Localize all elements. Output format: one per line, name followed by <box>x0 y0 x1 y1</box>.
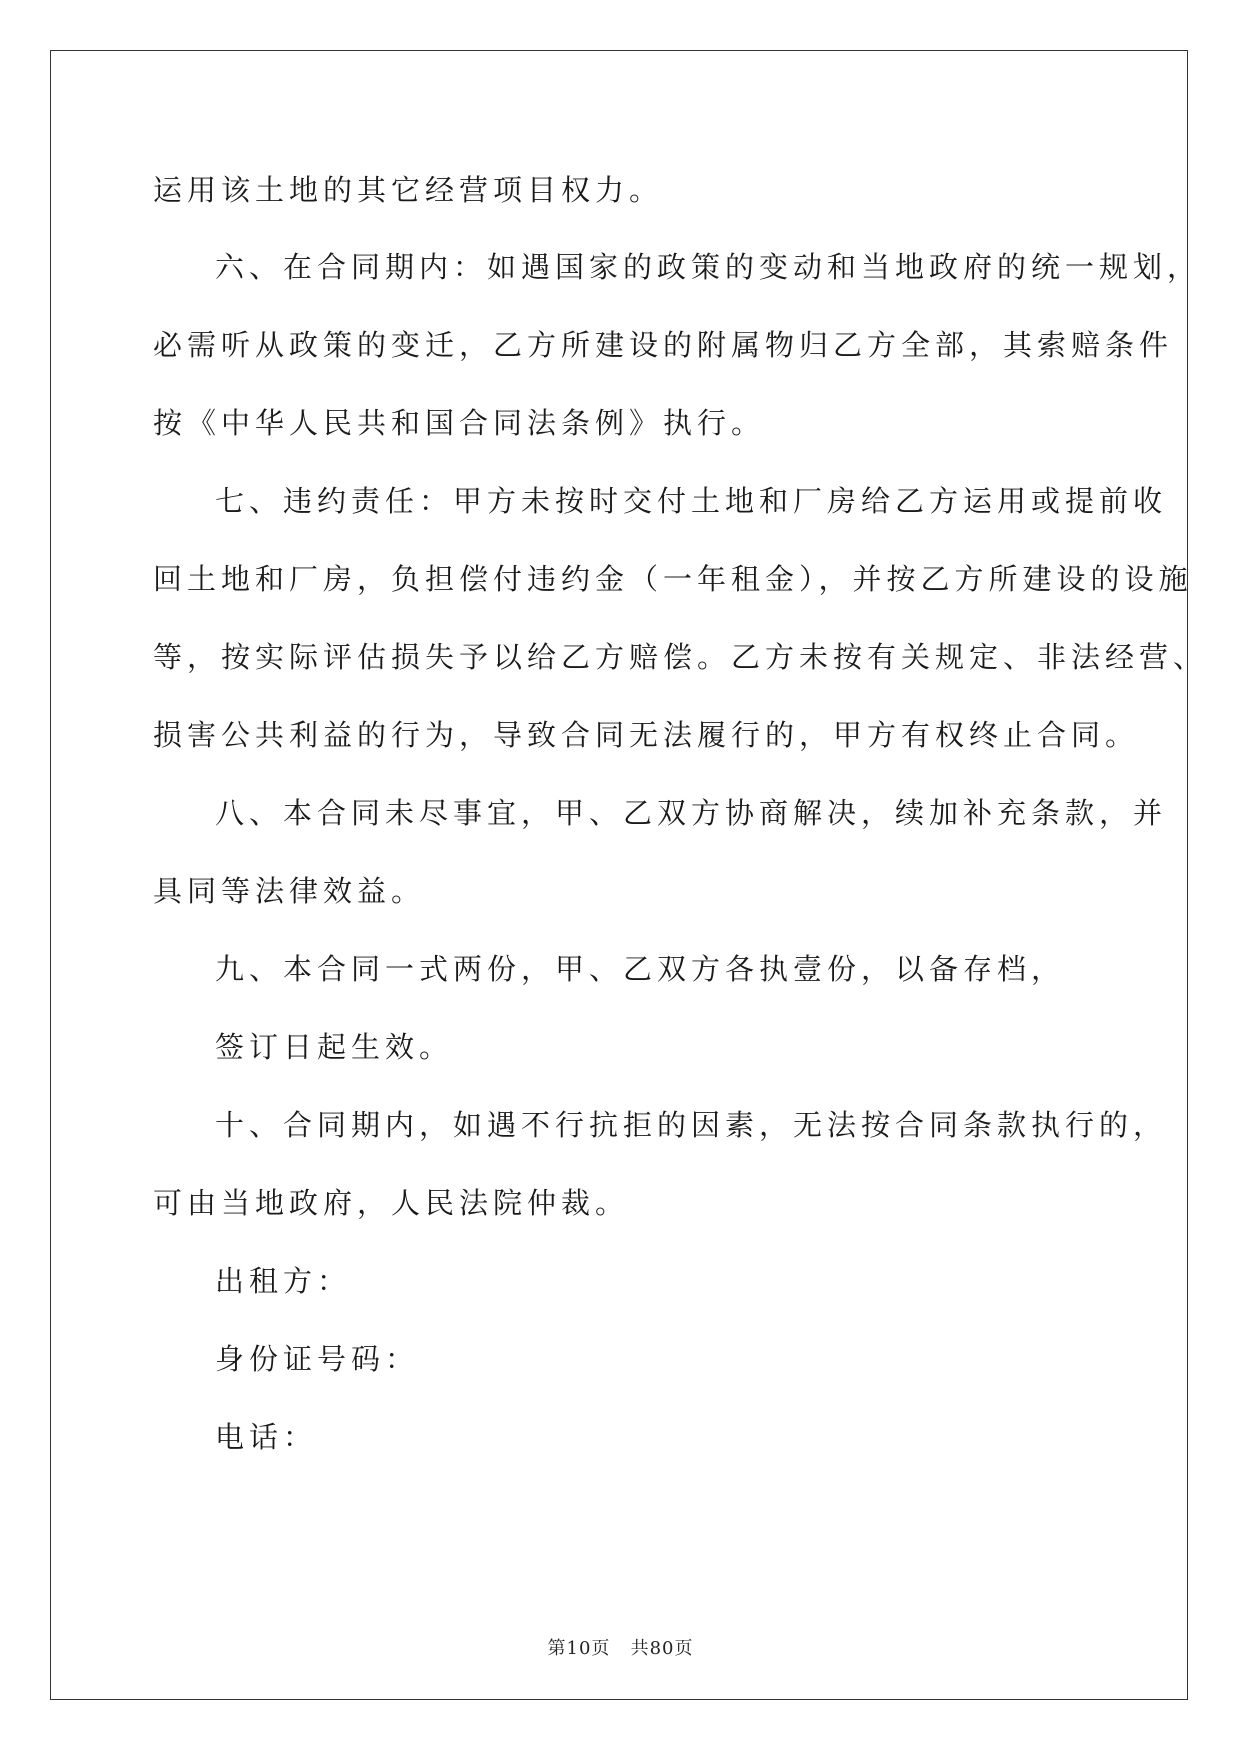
text-line: 可由当地政府，人民法院仲裁。 <box>153 1186 630 1220</box>
text-line: 损害公共利益的行为，导致合同无法履行的，甲方有权终止合同。 <box>153 718 1140 752</box>
text-line: 八、本合同未尽事宜，甲、乙双方协商解决，续加补充条款，并 <box>215 796 1168 830</box>
text-line: 等，按实际评估损失予以给乙方赔偿。乙方未按有关规定、非法经营、 <box>153 640 1208 674</box>
text-line: 十、合同期内，如遇不行抗拒的因素，无法按合同条款执行的， <box>215 1108 1168 1142</box>
text-line: 必需听从政策的变迁，乙方所建设的附属物归乙方全部，其索赔条件 <box>153 328 1174 362</box>
text-line: 签订日起生效。 <box>215 1030 454 1064</box>
text-line: 按《中华人民共和国合同法条例》执行。 <box>153 406 766 440</box>
lessor-label: 出租方： <box>215 1264 352 1298</box>
text-line: 九、本合同一式两份，甲、乙双方各执壹份，以备存档， <box>215 952 1066 986</box>
phone-label: 电话： <box>215 1420 318 1454</box>
text-line: 运用该土地的其它经营项目权力。 <box>153 173 664 207</box>
page-number-footer: 第10页 共80页 <box>547 1638 694 1659</box>
text-line: 七、违约责任：甲方未按时交付土地和厂房给乙方运用或提前收 <box>215 484 1168 518</box>
text-line: 具同等法律效益。 <box>153 874 426 908</box>
text-line: 六、在合同期内：如遇国家的政策的变动和当地政府的统一规划， <box>215 250 1202 284</box>
text-line: 回土地和厂房，负担偿付违约金（一年租金），并按乙方所建设的设施 <box>153 562 1193 596</box>
id-number-label: 身份证号码： <box>215 1342 420 1376</box>
